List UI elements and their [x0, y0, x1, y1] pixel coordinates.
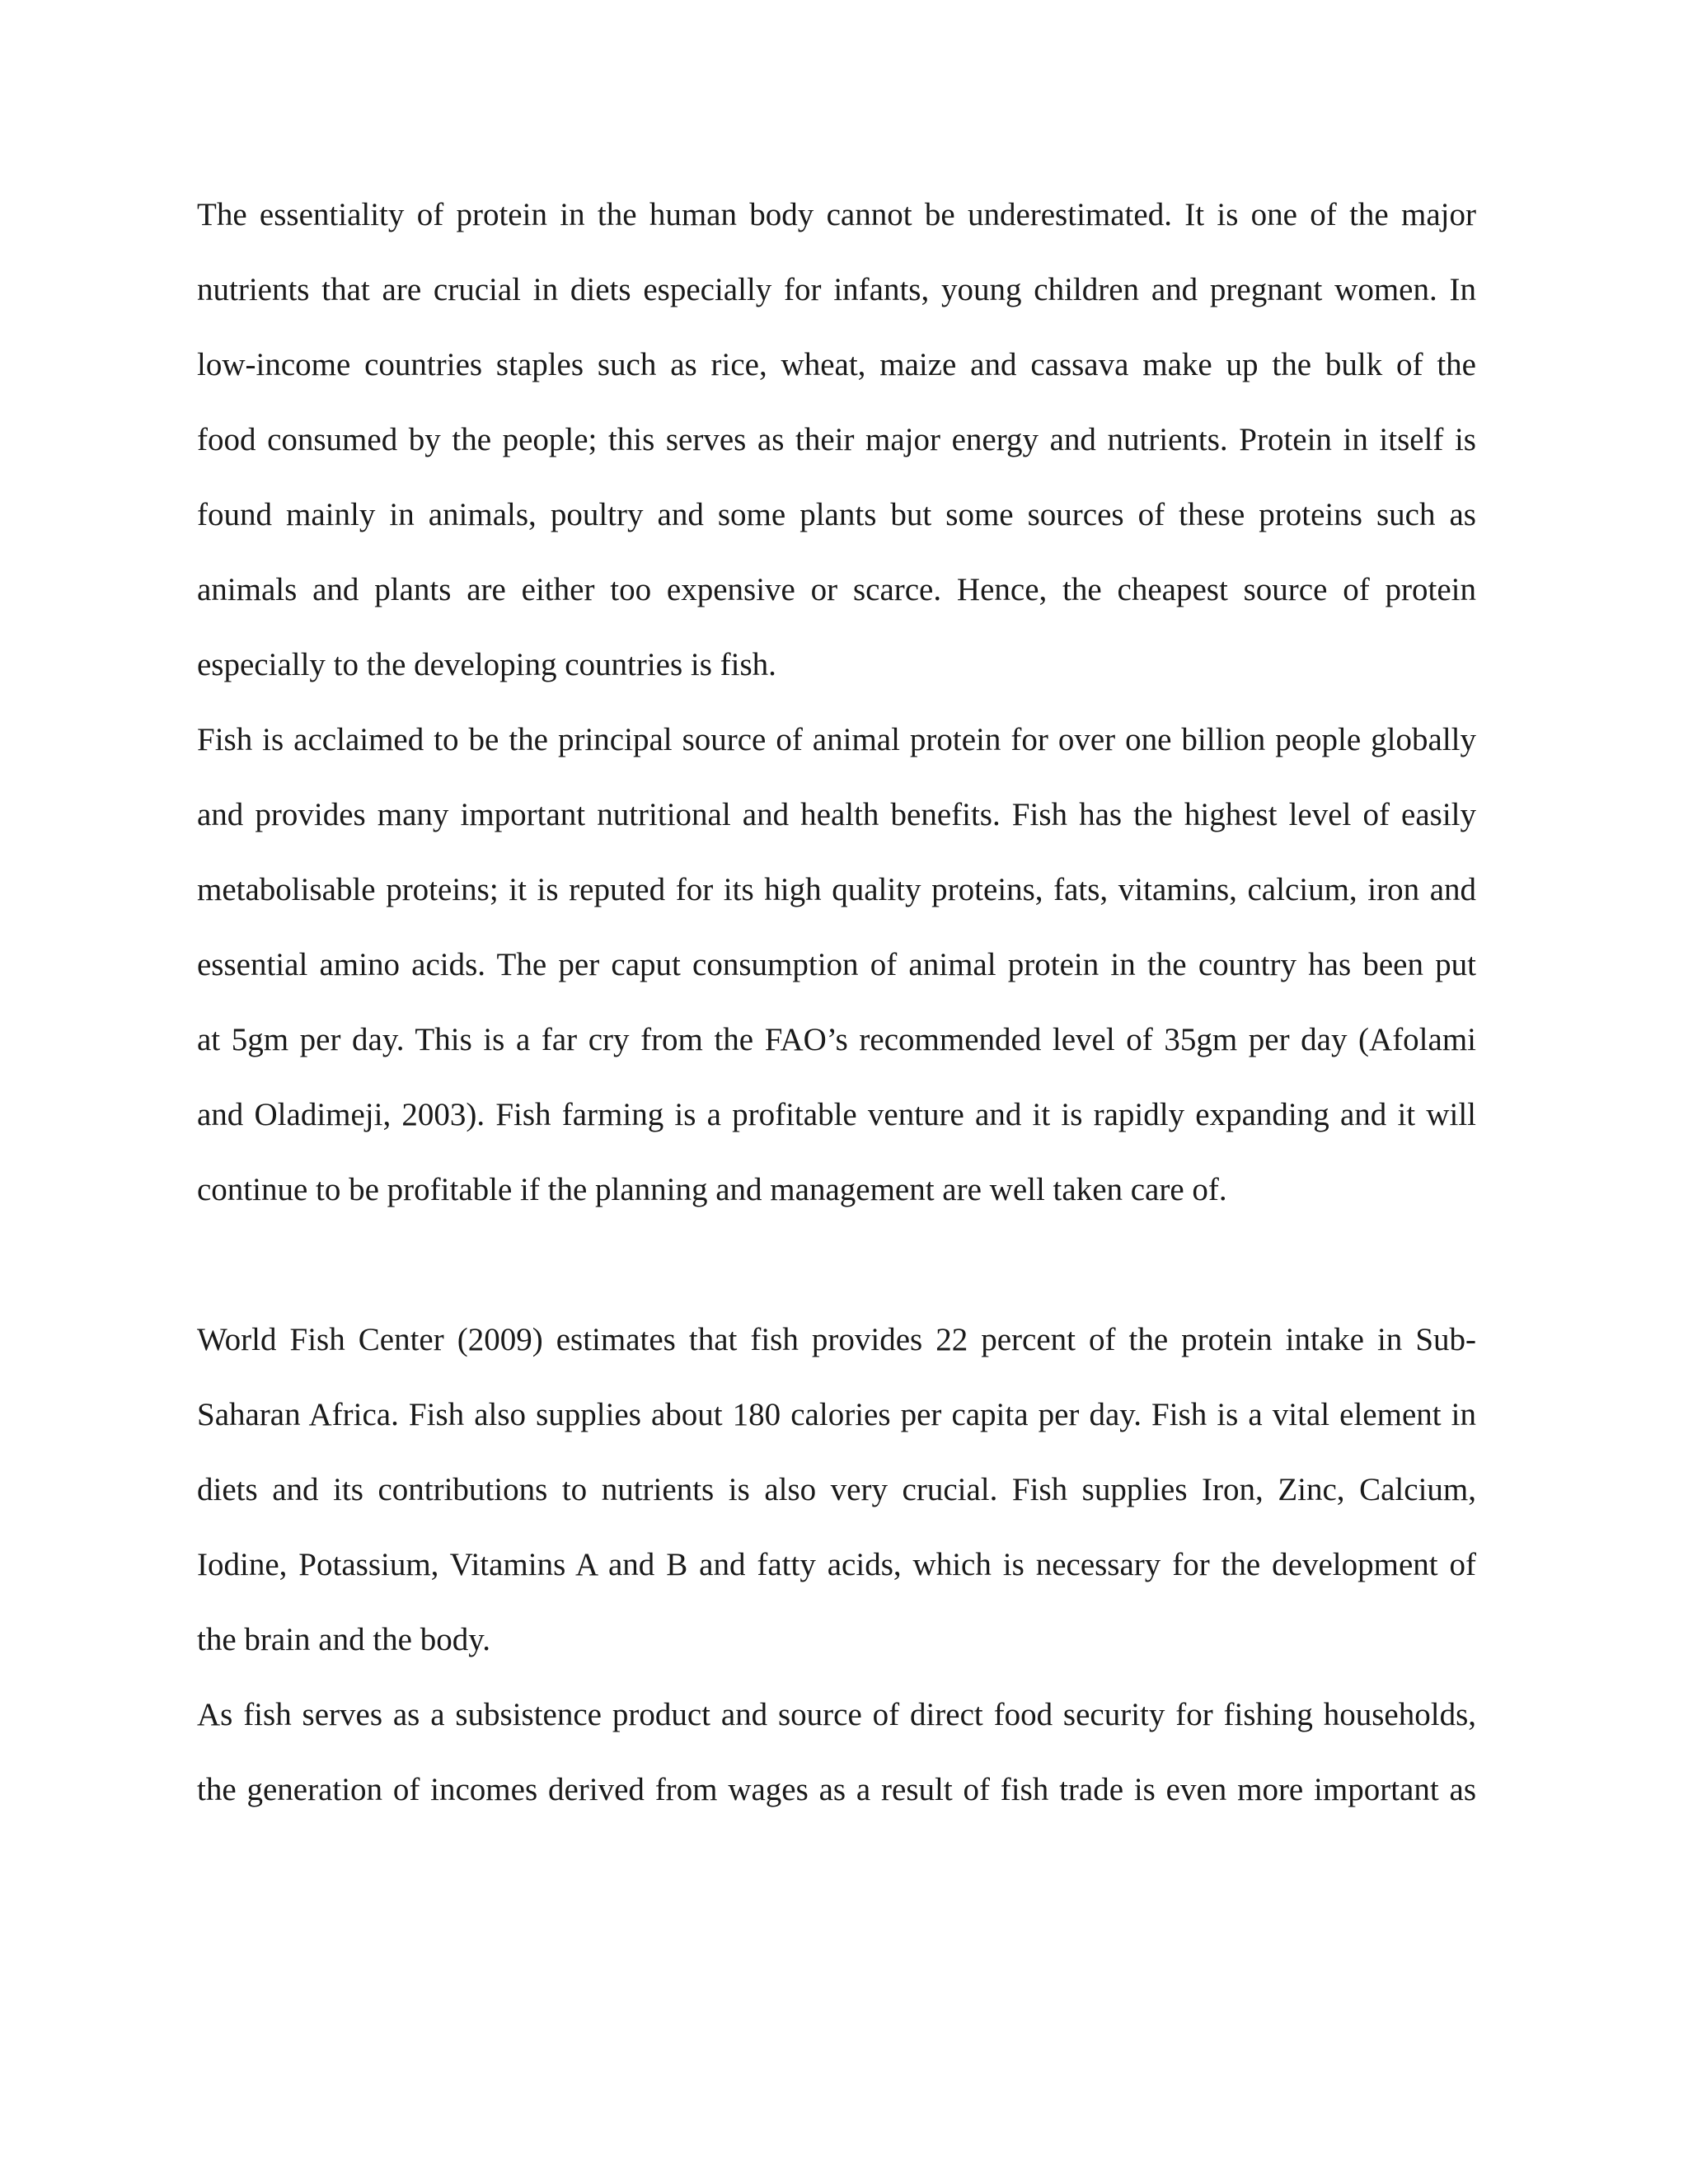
text-line: diets and its contributions to nutrients is also very crucial. Fish supplies Iron, Zinc, Calcium,	[197, 1472, 1476, 1507]
text-line: metabolisable proteins; it is reputed for its high quality proteins, fats, vitamins, calcium, iron and	[197, 872, 1476, 907]
text-line: food consumed by the people; this serves as their major energy and nutrients. Protein in itself is	[197, 422, 1476, 457]
text-line: Fish is acclaimed to be the principal source of animal protein for over one billion people globally	[197, 722, 1476, 757]
text-line: the brain and the body.	[197, 1622, 490, 1657]
text-line: found mainly in animals, poultry and some plants but some sources of these proteins such as	[197, 497, 1476, 532]
text-line: at 5gm per day. This is a far cry from the FAO’s recommended level of 35gm per day (Afolami	[197, 1022, 1476, 1057]
text-line: animals and plants are either too expensive or scarce. Hence, the cheapest source of protein	[197, 572, 1476, 607]
text-line: and provides many important nutritional and health benefits. Fish has the highest level of easily	[197, 797, 1476, 832]
text-line: essential amino acids. The per caput consumption of animal protein in the country has been put	[197, 947, 1476, 982]
text-line: The essentiality of protein in the human body cannot be underestimated. It is one of the major	[197, 197, 1476, 232]
text-line: World Fish Center (2009) estimates that fish provides 22 percent of the protein intake in Sub-	[197, 1322, 1476, 1357]
text-line: nutrients that are crucial in diets especially for infants, young children and pregnant women. In	[197, 272, 1476, 307]
text-line: Saharan Africa. Fish also supplies about 180 calories per capita per day. Fish is a vital element in	[197, 1397, 1476, 1432]
text-line: Iodine, Potassium, Vitamins A and B and fatty acids, which is necessary for the development of	[197, 1547, 1476, 1582]
text-line: As fish serves as a subsistence product and source of direct food security for fishing households,	[197, 1697, 1476, 1732]
text-line: especially to the developing countries is fish.	[197, 647, 776, 682]
text-line: low-income countries staples such as rice, wheat, maize and cassava make up the bulk of the	[197, 347, 1476, 382]
text-line: and Oladimeji, 2003). Fish farming is a profitable venture and it is rapidly expanding and it will	[197, 1097, 1476, 1132]
text-line: the generation of incomes derived from wages as a result of fish trade is even more important as	[197, 1772, 1476, 1807]
text-line: continue to be profitable if the planning and management are well taken care of.	[197, 1172, 1227, 1207]
